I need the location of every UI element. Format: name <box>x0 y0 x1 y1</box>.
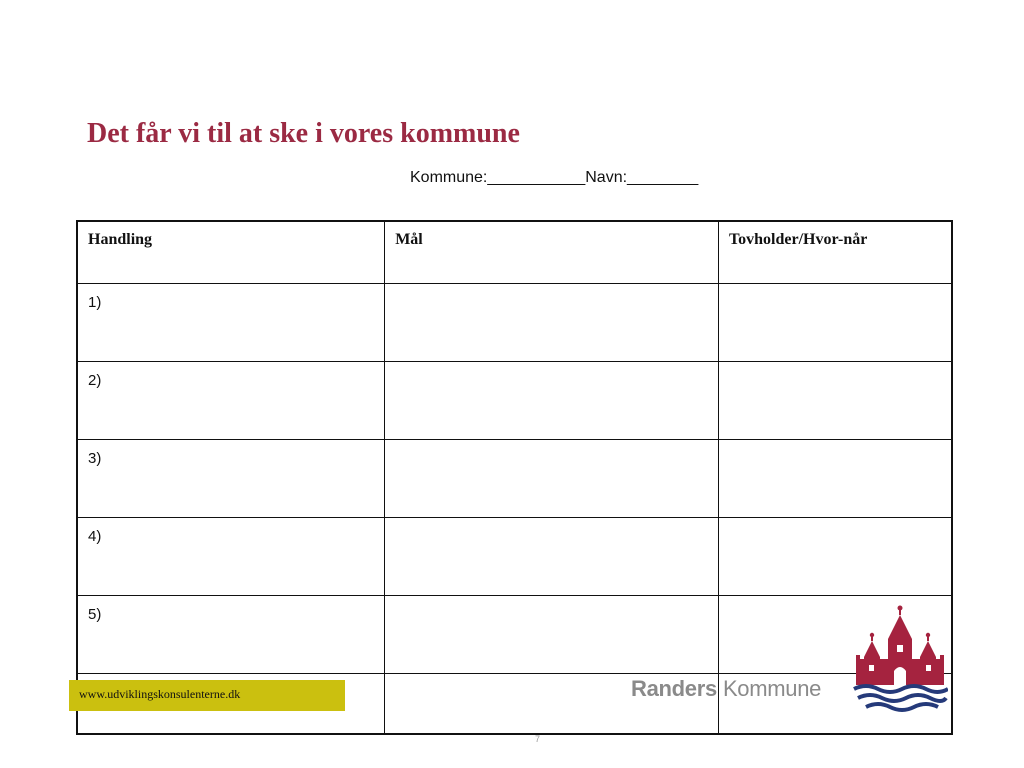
action-plan-table <box>76 220 953 735</box>
row-label-3: 3) <box>77 439 385 517</box>
brand-regular-text: Kommune <box>722 676 822 701</box>
table-row <box>77 517 952 595</box>
table-header-row <box>77 221 952 283</box>
row-label-1: 1) <box>77 283 385 361</box>
table-cell <box>385 517 719 595</box>
table-row <box>77 595 952 673</box>
table-row <box>77 283 952 361</box>
table-cell <box>385 283 719 361</box>
row-label-4: 4) <box>77 517 385 595</box>
footer-url-link[interactable]: www.udviklingskonsulenterne.dk <box>79 687 241 701</box>
table-cell <box>385 439 719 517</box>
table-row <box>77 439 952 517</box>
page-number: 7 <box>535 734 541 744</box>
header-maal: Mål <box>385 221 719 283</box>
slide-subtitle: Kommune:___________Navn:________ <box>410 169 699 186</box>
slide-title: Det får vi til at ske i vores kommune <box>87 118 520 149</box>
row-label-2: 2) <box>77 361 385 439</box>
table-cell <box>385 361 719 439</box>
row-label-5: 5) <box>77 595 385 673</box>
table-cell <box>718 283 952 361</box>
table-cell <box>385 595 719 673</box>
table-row <box>77 361 952 439</box>
table-cell <box>718 361 952 439</box>
table-cell <box>718 517 952 595</box>
brand-wordmark <box>631 676 821 702</box>
table-cell <box>718 439 952 517</box>
header-tovholder: Tovholder/Hvor-når <box>718 221 952 283</box>
header-handling: Handling <box>77 221 385 283</box>
brand-bold-text: Randers <box>631 676 717 701</box>
randers-coat-of-arms-logo <box>852 605 948 715</box>
